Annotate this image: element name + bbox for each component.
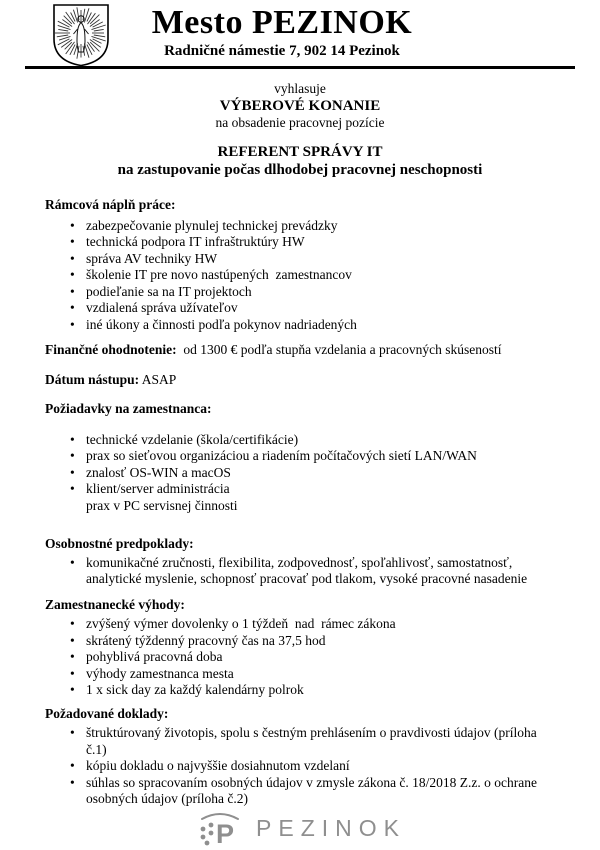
list-item: • skrátený týždenný pracovný čas na 37,5 hod: [70, 633, 560, 650]
org-address: Radničné námestie 7, 902 14 Pezinok: [164, 43, 400, 59]
section-requirements: [45, 401, 560, 514]
section-heading: Požadované doklady:: [45, 705, 169, 721]
position-note: na zastupovanie počas dlhodobej pracovnej neschopnosti: [117, 162, 483, 178]
section-benefits: [45, 597, 560, 699]
bullet-list: [45, 218, 560, 334]
start-date-line: [45, 372, 560, 389]
list-item: • iné úkony a činnosti podľa pokynov nadriadených: [70, 317, 560, 334]
list-item: • správa AV techniky HW: [70, 251, 560, 268]
procedure-title: VÝBEROVÉ KONANIE: [219, 98, 381, 114]
document-header: [0, 0, 600, 66]
org-name: Mesto PEZINOK: [151, 4, 413, 41]
list-item: • školenie IT pre novo nastúpených zamestnancov: [70, 267, 560, 284]
bullet-list: [45, 432, 560, 498]
list-item: • štruktúrovaný životopis, spolu s čestným prehlásením o pravdivosti údajov (príloha č.1): [70, 725, 560, 758]
footer-logo-text: PEZINOK: [256, 815, 406, 841]
position-title: REFERENT SPRÁVY IT: [217, 144, 383, 160]
document-footer: [0, 810, 600, 850]
list-item: • súhlas so spracovaním osobných údajov v zmysle zákona č. 18/2018 Z.z. o ochrane osobných údajov (príloha č.2): [70, 775, 560, 808]
bullet-list: [45, 616, 560, 699]
list-item: • zvýšený výmer dovolenky o 1 týždeň nad rámec zákona: [70, 616, 560, 633]
section-heading: Rámcová náplň práce:: [45, 197, 176, 212]
section-required-documents: [45, 706, 560, 808]
procedure-purpose: na obsadenie pracovnej pozície: [215, 115, 385, 130]
list-item: • podieľanie sa na IT projektoch: [70, 284, 560, 301]
list-item: • výhody zamestnanca mesta: [70, 666, 560, 683]
section-heading: Zamestnanecké výhody:: [45, 596, 185, 612]
list-item: • prax so sieťovou organizáciou a riadením počítačových sietí LAN/WAN: [70, 448, 560, 465]
salary-line: [45, 342, 560, 359]
logo-grape-dots: [201, 822, 214, 845]
list-item: • kópiu dokladu o najvyššie dosiahnutom vzdelaní: [70, 758, 560, 775]
list-item: • pohyblivá pracovná doba: [70, 649, 560, 666]
document-body: [0, 197, 600, 808]
list-item: • komunikačné zručnosti, flexibilita, zodpovednosť, spoľahlivosť, samostatnosť, analytické myslenie, schopnosť pracovať pod tlakom, vysoké pracovné nasadenie: [70, 555, 560, 588]
pezinok-logo-icon: [194, 810, 246, 848]
list-continuation-line: prax v PC servisnej činnosti: [86, 497, 238, 513]
bullet-list: [45, 555, 560, 588]
list-item: • vzdialená správa užívateľov: [70, 300, 560, 317]
header-text: [60, 4, 504, 60]
section-heading: Osobnostné predpoklady:: [45, 536, 194, 551]
section-heading: Požiadavky na zamestnanca:: [45, 401, 212, 416]
list-item: • znalosť OS-WIN a macOS: [70, 465, 560, 482]
logo-mark-letter: P: [216, 818, 235, 848]
list-item: • zabezpečovanie plynulej technickej prevádzky: [70, 218, 560, 235]
list-item: • klient/server administrácia: [70, 481, 560, 498]
section-personality: [45, 536, 560, 588]
salary-label: Finančné ohodnotenie:: [45, 342, 177, 357]
list-item: • 1 x sick day za každý kalendárny polrok: [70, 682, 560, 699]
announce-verb: vyhlasuje: [274, 81, 326, 96]
salary-value: od 1300 € podľa stupňa vzdelania a pracovných skúseností: [176, 342, 502, 357]
bullet-list: [45, 725, 560, 808]
list-item: • technické vzdelanie (škola/certifikácie): [70, 432, 560, 449]
start-date-label: Dátum nástupu:: [45, 371, 140, 387]
list-item: • technická podpora IT infraštruktúry HW: [70, 234, 560, 251]
start-date-value: ASAP: [139, 371, 177, 387]
section-scope-of-work: [45, 197, 560, 333]
announcement-intro: [0, 81, 600, 179]
